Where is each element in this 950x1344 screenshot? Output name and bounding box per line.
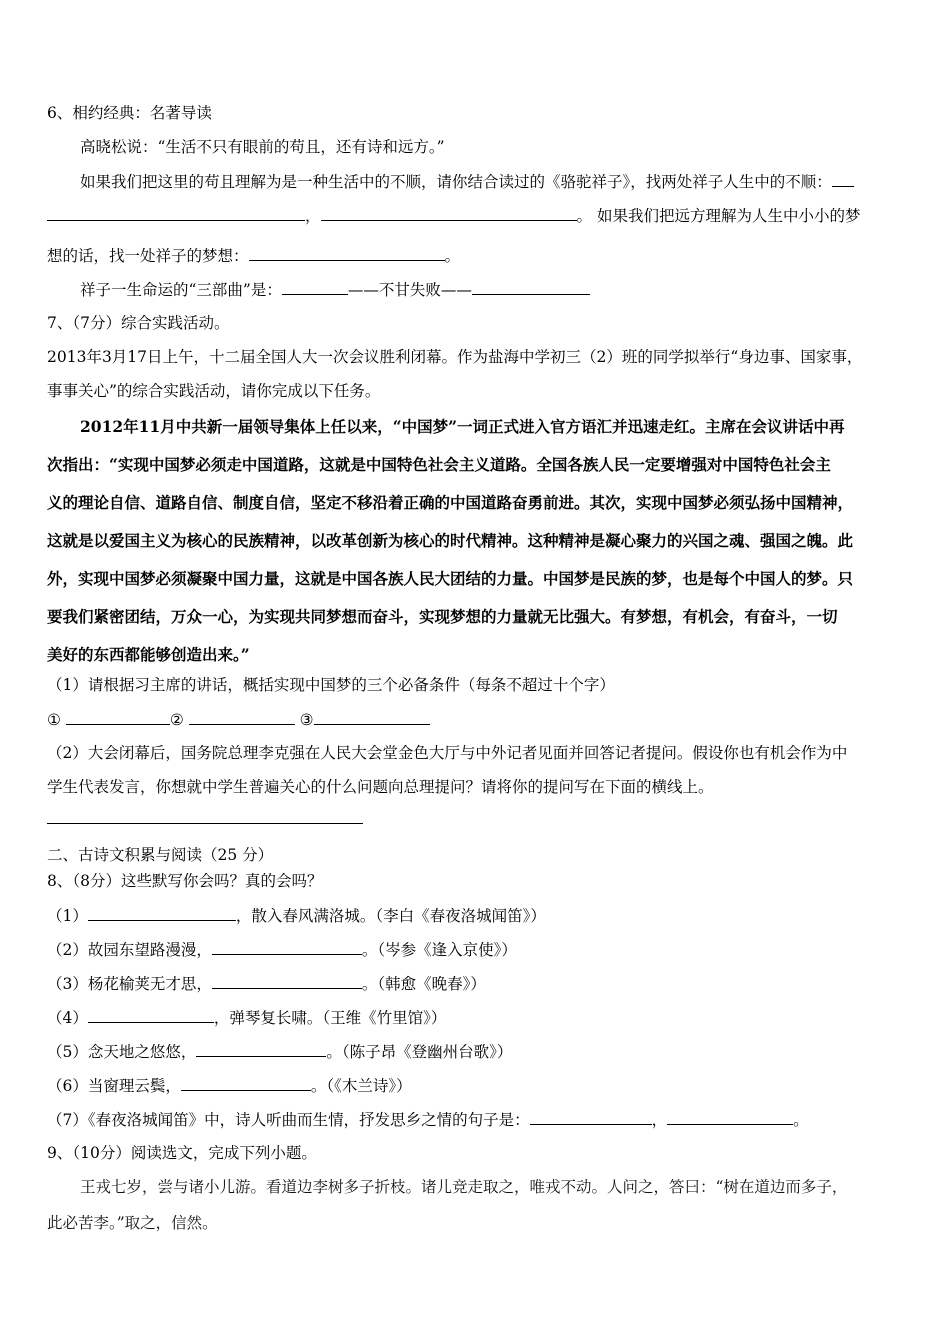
answer-blank[interactable]	[832, 171, 854, 187]
q8-item-pre: （7）《春夜洛城闻笛》中，诗人听曲而生情，抒发思乡之情的句子是：	[47, 1111, 530, 1129]
answer-blank[interactable]	[212, 939, 362, 955]
q6-prompt-line1	[80, 171, 854, 192]
q7-para-line: 2012年11月中共新一届领导集体上任以来，“中国梦”一词正式进入官方语汇并迅速走红。主席在会议讲话中再	[80, 417, 845, 436]
sanbuqu-prefix: 祥子一生命运的“三部曲”是：	[80, 281, 282, 299]
answer-blank[interactable]	[530, 1109, 652, 1125]
q6-prompt3: 想的话，找一处祥子的梦想：	[47, 247, 249, 265]
answer-blank[interactable]	[472, 279, 590, 295]
marker-2: ②	[169, 711, 184, 729]
q6-prompt2: 。 如果我们把远方理解为人生中小小的梦	[576, 207, 861, 225]
q8-item-6	[47, 1075, 412, 1096]
q6-quote: 高晓松说：“生活不只有眼前的苟且，还有诗和远方。”	[80, 138, 445, 156]
q8-item-5	[47, 1041, 512, 1062]
q8-item-post: 。（韩愈《晚春》）	[361, 975, 486, 993]
q6-prompt1: 如果我们把这里的苟且理解为是一种生活中的不顺，请你结合读过的《骆驼祥子》，找两处祥子人生中的不顺：	[80, 173, 832, 191]
answer-blank[interactable]	[249, 245, 445, 261]
q8-item-post: ，弹琴复长啸。（王维《竹里馆》）	[213, 1009, 447, 1027]
answer-blank[interactable]	[66, 709, 170, 725]
q8-item-pre: （2）故园东望路漫漫，	[47, 941, 212, 959]
q6-prompt-line3	[47, 245, 460, 266]
q9-text-line1: 王戎七岁，尝与诸小儿游。看道边李树多子折枝。诸儿竞走取之，唯戎不动。人问之，答曰：“树在道边而多子，	[80, 1178, 848, 1196]
comma: ，	[305, 207, 321, 225]
answer-blank[interactable]	[47, 205, 305, 221]
q7-sub1: （1）请根据习主席的讲话，概括实现中国梦的三个必备条件（每条不超过十个字）	[47, 676, 615, 694]
answer-blank[interactable]	[667, 1109, 793, 1125]
q7-intro-1: 2013年3月17日上午，十二届全国人大一次会议胜利闭幕。作为盐海中学初三（2）班的同学拟举行“身边事、国家事，	[47, 348, 863, 366]
q8-item-4	[47, 1007, 446, 1028]
q8-item-pre: （5）念天地之悠悠，	[47, 1043, 197, 1061]
q8-item-pre: （6）当窗理云鬓，	[47, 1077, 181, 1095]
q7-para-line: 要我们紧密团结，万众一心，为实现共同梦想而奋斗，实现梦想的力量就无比强大。有梦想，有机会，有奋斗，一切	[47, 607, 838, 626]
answer-line[interactable]	[47, 823, 363, 824]
q9-title: 9、（10分）阅读选文，完成下列小题。	[47, 1144, 317, 1162]
q8-title: 8、（8分）这些默写你会吗？真的会吗？	[47, 872, 323, 890]
q6-title: 6、相约经典：名著导读	[47, 104, 212, 122]
q8-item-pre: （1）	[47, 907, 88, 925]
answer-blank[interactable]	[196, 1041, 326, 1057]
q8-item-2	[47, 939, 517, 960]
q8-item-post: 。（岑参《逢入京使》）	[361, 941, 517, 959]
q7-para-line: 义的理论自信、道路自信、制度自信，坚定不移沿着正确的中国道路奋勇前进。其次，实现中国梦必须弘扬中国精神，	[47, 493, 854, 512]
q7-para-line: 外，实现中国梦必须凝聚中国力量，这就是中国各族人民大团结的力量。中国梦是民族的梦，也是每个中国人的梦。只	[47, 569, 854, 588]
q8-item-post: 。（陈子昂《登幽州台歌》）	[326, 1043, 513, 1061]
q8-item-pre: （3）杨花榆荚无才思，	[47, 975, 212, 993]
marker-3: ③	[299, 711, 314, 729]
marker-1: ①	[47, 711, 61, 729]
q8-item-pre: （4）	[47, 1009, 88, 1027]
q9-text-line2: 此必苦李。”取之，信然。	[47, 1214, 218, 1232]
period: 。	[444, 247, 461, 265]
answer-blank[interactable]	[189, 709, 295, 725]
q7-para-line: 次指出：“实现中国梦必须走中国道路，这就是中国特色社会主义道路。全国各族人民一定要增强对中国特色社会主	[47, 455, 831, 474]
q7-sub2-line2: 学生代表发言，你想就中学生普遍关心的什么问题向总理提问？请将你的提问写在下面的横线上。	[47, 778, 714, 796]
q8-item-3	[47, 973, 486, 994]
answer-blank[interactable]	[212, 973, 362, 989]
sanbuqu-middle: ——不甘失败——	[347, 281, 472, 299]
answer-blank[interactable]	[314, 709, 430, 725]
q8-item-7	[47, 1109, 809, 1130]
q7-sub2-line1: （2）大会闭幕后，国务院总理李克强在人民大会堂金色大厅与中外记者见面并回答记者提问。假设你也有机会作为中	[47, 744, 848, 762]
q6-sanbuqu	[80, 279, 590, 300]
q7-sub1-blanks	[47, 709, 430, 730]
q8-item-post: 。（《木兰诗》）	[310, 1077, 412, 1095]
answer-blank[interactable]	[282, 279, 348, 295]
section2-title: 二、古诗文积累与阅读（25 分）	[47, 846, 274, 864]
q8-item-post: ，散入春风满洛城。（李白《春夜洛城闻笛》）	[235, 907, 546, 925]
q7-intro-2: 事事关心”的综合实践活动，请你完成以下任务。	[47, 382, 381, 400]
answer-blank[interactable]	[181, 1075, 311, 1091]
q8-item-mid: ，	[651, 1111, 668, 1129]
q7-para-line: 美好的东西都能够创造出来。”	[47, 645, 250, 664]
q7-title: 7、（7分）综合实践活动。	[47, 314, 230, 332]
q8-item-post: 。	[793, 1111, 809, 1129]
answer-blank[interactable]	[321, 205, 577, 221]
q6-prompt-line2	[47, 205, 860, 226]
q7-para-line: 这就是以爱国主义为核心的民族精神，以改革创新为核心的时代精神。这种精神是凝心聚力的兴国之魂、强国之魄。此	[47, 531, 854, 550]
answer-blank[interactable]	[88, 905, 236, 921]
q8-item-1	[47, 905, 546, 926]
answer-blank[interactable]	[88, 1007, 214, 1023]
